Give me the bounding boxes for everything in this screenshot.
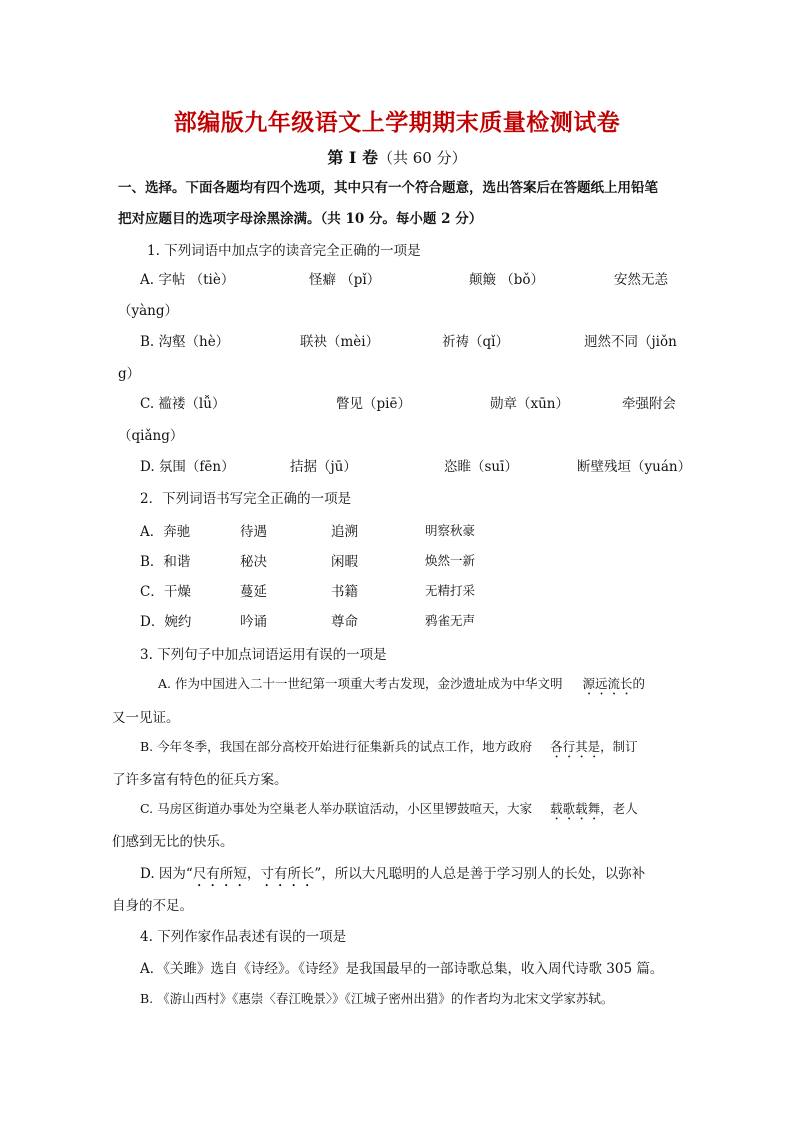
page-title: 部编版九年级语文上学期期末质量检测试卷 xyxy=(173,109,621,136)
q3-option-d-line2: 自身的不足。 xyxy=(112,898,193,914)
q2-stem: 2．下列词语书写完全正确的一项是 xyxy=(140,491,352,507)
q3-option-c-line2: 们感到无比的快乐。 xyxy=(112,834,234,850)
q3-a-text: A. 作为中国进入二十一世纪第一项重大考古发现，金沙遗址成为中华文明 xyxy=(158,676,563,691)
q3-option-b-line2: 了许多富有特色的征兵方案。 xyxy=(112,772,288,788)
q1-option-c-4-cont: （qiǎng） xyxy=(118,428,184,444)
q1-option-a-2: 怪癖 （pǐ） xyxy=(309,272,381,288)
q2-a-1: A．奔驰 xyxy=(140,524,191,540)
q2-c-1: C．干燥 xyxy=(140,584,191,600)
q1-option-c-1: C. 褴褛（lǚ） xyxy=(140,396,226,412)
q1-option-d-1: D. 氛围（fēn） xyxy=(140,459,235,475)
q2-d-3: 尊命 xyxy=(331,614,358,630)
q3-stem: 3. 下列句子中加点词语运用有误的一项是 xyxy=(140,647,387,663)
q2-a-2: 待遇 xyxy=(240,524,267,540)
q3-a-tail: 的 xyxy=(632,676,646,691)
volume-score: （共 60 分） xyxy=(378,149,467,167)
q1-option-a-4: 安然无恙 xyxy=(614,272,668,288)
q2-b-3: 闲暇 xyxy=(331,554,358,570)
q3-b-text: B. 今年冬季，我国在部分高校开始进行征集新兵的试点工作，地方政府 xyxy=(140,739,533,754)
q1-option-a-4-cont: （yàng） xyxy=(118,303,179,319)
q1-option-b-4-cont: g） xyxy=(118,366,141,382)
q1-option-b-4: 迥然不同（jiǒn xyxy=(584,334,677,350)
q1-option-b-3: 祈祷（qǐ） xyxy=(442,334,509,350)
q2-c-3: 书籍 xyxy=(331,584,358,600)
q4-option-a: A．《关雎》选自《诗经》。《诗经》是我国最早的一部诗歌总集，收入周代诗歌 305 篇。 xyxy=(140,961,664,977)
q1-stem: 1. 下列词语中加点字的读音完全正确的一项是 xyxy=(147,243,421,259)
section-instructions-line2: 把对应题目的选项字母涂黑涂满。（共 10 分。每小题 2 分） xyxy=(118,211,483,227)
q2-c-2: 蔓延 xyxy=(240,584,267,600)
q3-option-a-line2: 又一见证。 xyxy=(112,710,180,726)
q1-option-c-2: 瞥见（piē） xyxy=(336,396,411,412)
q3-c-dotted-word: 载歌载舞 xyxy=(550,801,601,816)
q3-d-text: D. 因为“ xyxy=(140,866,193,882)
q1-option-b-2: 联袂（mèi） xyxy=(300,334,380,350)
q1-option-d-4: 断壁残垣（yuán） xyxy=(577,459,692,475)
volume-label: 第 I 卷 xyxy=(327,148,378,167)
q2-a-4: 明察秋豪 xyxy=(425,523,476,538)
volume-heading xyxy=(0,145,794,168)
q2-d-4: 鸦雀无声 xyxy=(425,613,476,628)
q1-option-d-2: 拮据（jū） xyxy=(290,459,357,475)
q3-d-dotted-word: 尺有所短，寸有所长 xyxy=(192,866,315,882)
q1-option-c-4: 牵强附会 xyxy=(622,396,676,412)
q3-c-text: C. 马房区街道办事处为空巢老人举办联谊活动，小区里锣鼓喧天，大家 xyxy=(140,801,533,816)
q3-option-a-line1 xyxy=(158,674,645,698)
q1-option-b-1: B. 沟壑（hè） xyxy=(140,334,230,350)
q3-b-dotted-word: 各行其是 xyxy=(550,739,601,754)
section-instructions-line1: 一、选择。下面各题均有四个选项，其中只有一个符合题意，选出答案后在答题纸上用铅笔 xyxy=(118,180,658,196)
q3-option-d-line1 xyxy=(140,862,645,890)
q4-option-b: B. 《游山西村》《惠崇〈春江晚景〉》《江城子密州出猎》的作者均为北宋文学家苏轼。 xyxy=(140,991,614,1006)
q1-option-d-3: 恣睢（suī） xyxy=(444,459,518,475)
q2-b-1: B．和谐 xyxy=(140,554,191,570)
q2-d-2: 吟诵 xyxy=(240,614,267,630)
q3-d-tail: ”，所以大凡聪明的人总是善于学习别人的长处，以弥补 xyxy=(314,866,646,882)
q3-option-c-line1 xyxy=(140,799,638,823)
q3-a-dotted-word: 源远流长 xyxy=(582,676,633,691)
q2-a-3: 追溯 xyxy=(331,524,358,540)
q4-stem: 4. 下列作家作品表述有误的一项是 xyxy=(140,929,347,945)
q2-b-4: 焕然一新 xyxy=(425,553,476,568)
q1-option-a-3: 颠簸 （bǒ） xyxy=(469,272,545,288)
q2-b-2: 秘决 xyxy=(240,554,267,570)
q3-option-b-line1 xyxy=(140,737,638,761)
q1-option-a-1: A. 字帖 （tiè） xyxy=(140,272,235,288)
q3-c-tail: ，老人 xyxy=(600,801,638,816)
q2-d-1: D．婉约 xyxy=(140,614,192,630)
q3-b-tail: ，制订 xyxy=(600,739,638,754)
q1-option-c-3: 勋章（xūn） xyxy=(490,396,570,412)
q2-c-4: 无精打采 xyxy=(425,583,476,598)
